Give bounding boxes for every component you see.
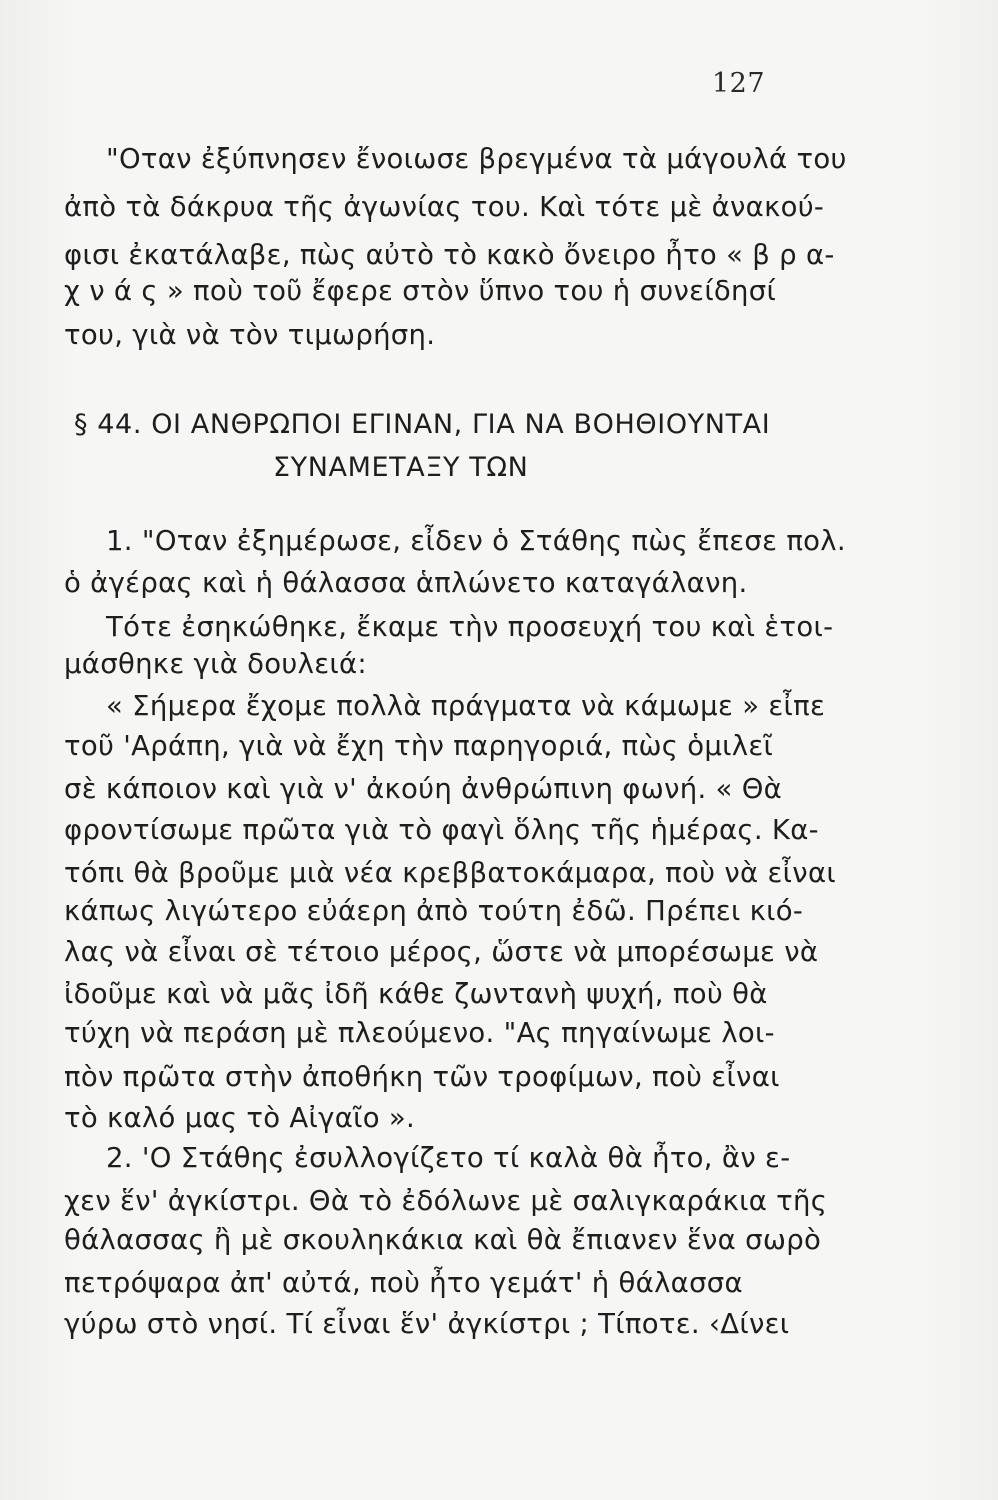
- text-line: πὸν πρῶτα στὴν ἀποθήκη τῶν τροφίμων, ποὺ εἶναι: [64, 1061, 780, 1093]
- page-number: 127: [712, 68, 766, 99]
- text-line: κάπως λιγώτερο εὐάερη ἀπὸ τούτη ἐδῶ. Πρέπει κιό-: [64, 895, 804, 927]
- text-line: ὁ ἀγέρας καὶ ἡ θάλασσα ἁπλώνετο καταγάλανη.: [64, 567, 748, 599]
- text-line: Τότε ἐσηκώθηκε, ἔκαμε τὴν προσευχή του καὶ ἑτοι-: [106, 611, 834, 643]
- text-line: τοῦ 'Αράπη, γιὰ νὰ ἔχη τὴν παρηγοριά, πὼς ὁμιλεῖ: [64, 730, 774, 762]
- text-line: τόπι θὰ βροῦμε μιὰ νέα κρεββατοκάμαρα, ποὺ νὰ εἶναι: [64, 857, 836, 889]
- text-line: φροντίσωμε πρῶτα γιὰ τὸ φαγὶ ὅλης τῆς ἡμέρας. Κα-: [64, 814, 819, 846]
- text-line: φισι ἐκατάλαβε, πὼς αὐτὸ τὸ κακὸ ὄνειρο ἦτο « β ρ α-: [64, 239, 835, 271]
- text-line: ἀπὸ τὰ δάκρυα τῆς ἀγωνίας του. Καὶ τότε μὲ ἀνακού-: [64, 191, 825, 223]
- text-line: μάσθηκε γιὰ δουλειά:: [64, 648, 367, 680]
- text-line: 1. "Οταν ἐξημέρωσε, εἶδεν ὁ Στάθης πὼς ἔπεσε πολ.: [106, 525, 846, 557]
- text-line: τύχη νὰ περάση μὲ πλεούμενο. "Ας πηγαίνωμε λοι-: [64, 1017, 775, 1049]
- text-line: πετρόψαρα ἀπ' αὐτά, ποὺ ἦτο γεμάτ' ἡ θάλασσα: [64, 1267, 743, 1299]
- text-line: 2. 'Ο Στάθης ἐσυλλογίζετο τί καλὰ θὰ ἦτο, ἂν ε-: [106, 1142, 791, 1174]
- text-line: « Σήμερα ἔχομε πολλὰ πράγματα νὰ κάμωμε » εἶπε: [106, 690, 826, 722]
- text-line: ἰδοῦμε καὶ νὰ μᾶς ἰδῆ κάθε ζωντανὴ ψυχή, ποὺ θὰ: [64, 978, 768, 1010]
- text-line: λας νὰ εἶναι σὲ τέτοιο μέρος, ὥστε νὰ μπορέσωμε νὰ: [64, 936, 819, 968]
- text-line: "Οταν ἐξύπνησεν ἔνοιωσε βρεγμένα τὰ μάγουλά του: [106, 143, 847, 175]
- text-line: σὲ κάποιον καὶ γιὰ ν' ἀκούη ἀνθρώπινη φωνή. « Θὰ: [64, 773, 783, 805]
- text-line: χεν ἕν' ἀγκίστρι. Θὰ τὸ ἐδόλωνε μὲ σαλιγκαράκια τῆς: [64, 1185, 828, 1217]
- text-line: θάλασσας ἢ μὲ σκουληκάκια καὶ θὰ ἔπιανεν ἕνα σωρὸ: [64, 1224, 822, 1256]
- text-line: χ ν ά ς » ποὺ τοῦ ἔφερε στὸν ὕπνο του ἡ συνείδησί: [64, 275, 777, 307]
- section-heading-line-2: ΣΥΝΑΜΕΤΑΞΥ ΤΩΝ: [273, 452, 529, 483]
- text-line: γύρω στὸ νησί. Τί εἶναι ἕν' ἀγκίστρι ; Τίποτε. ‹Δίνει: [64, 1308, 790, 1340]
- text-line: τὸ καλό μας τὸ Αἰγαῖο ».: [64, 1102, 416, 1134]
- text-line: του, γιὰ νὰ τὸν τιμωρήση.: [64, 319, 436, 351]
- section-heading-line-1: § 44. ΟΙ ΑΝΘΡΩΠΟΙ ΕΓΙΝΑΝ, ΓΙΑ ΝΑ ΒΟΗΘΙΟΥΝΤΑΙ: [74, 409, 771, 440]
